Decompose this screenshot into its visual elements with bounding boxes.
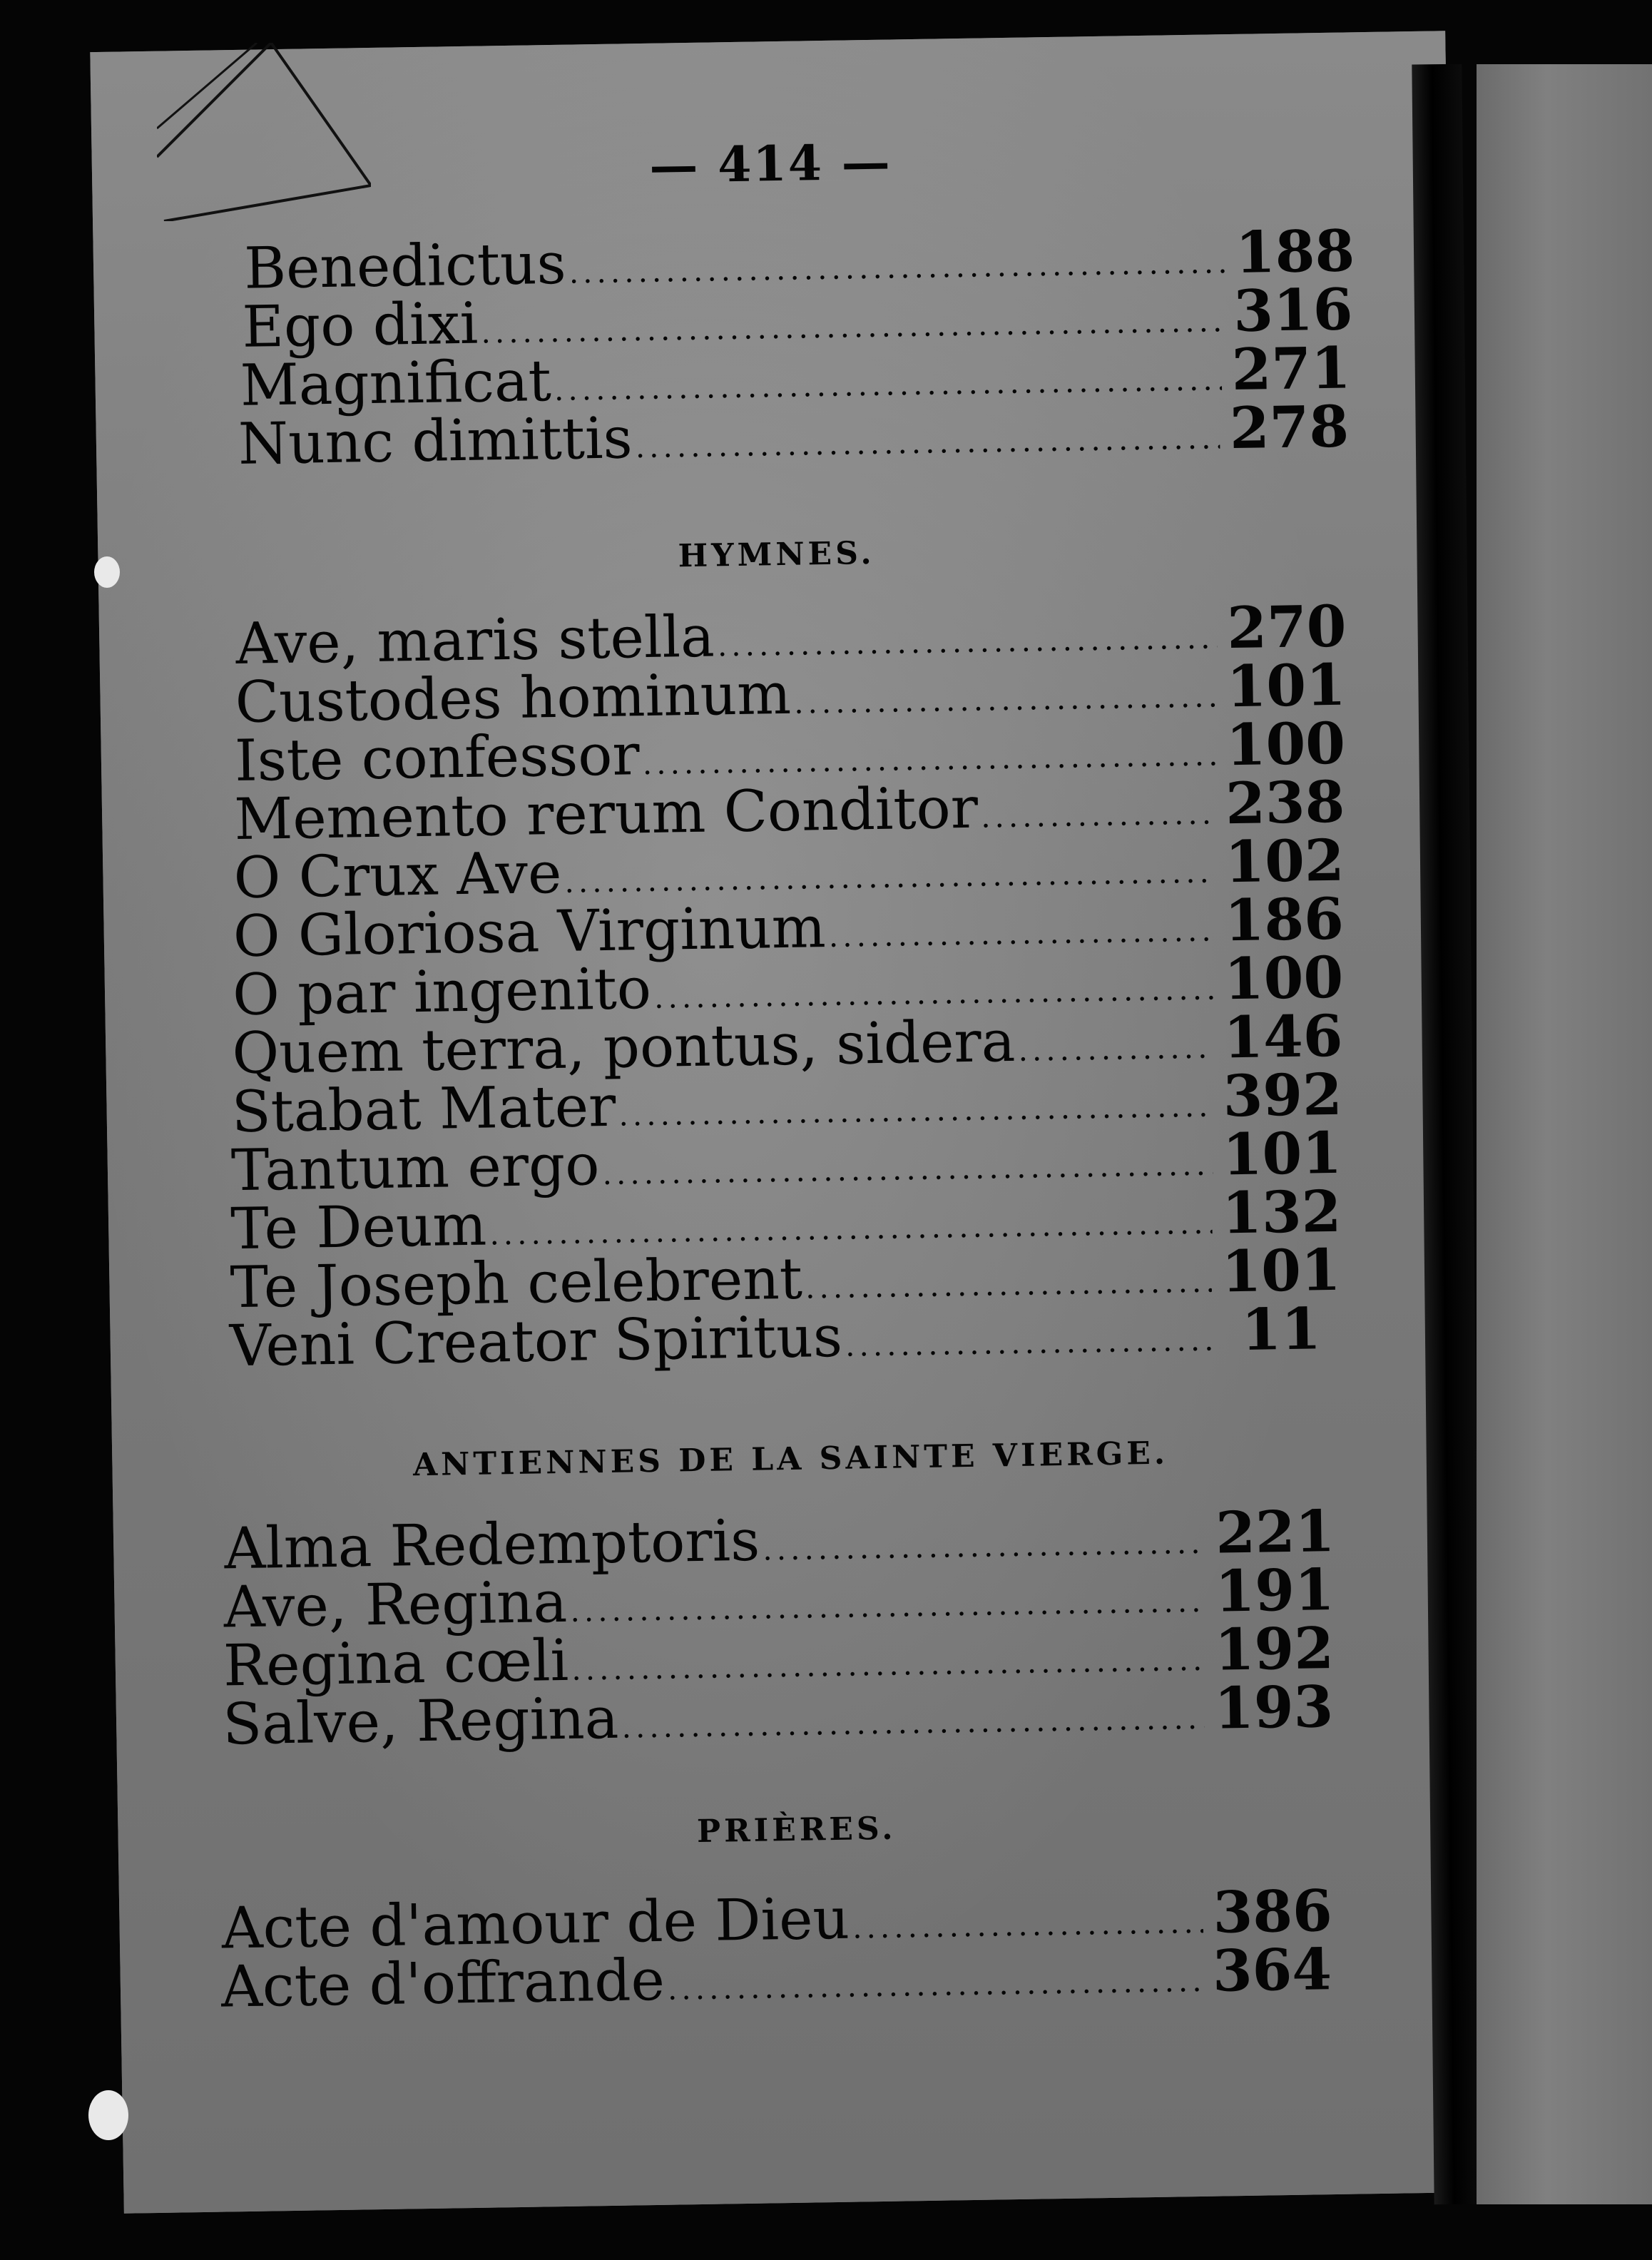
entry-title: Te Joseph celebrent: [229, 1245, 803, 1321]
page-number: — 414 —: [648, 133, 892, 195]
entry-title: Te Deum: [230, 1191, 487, 1263]
entry-title: Ego dixi: [241, 290, 479, 360]
dot-leader: [602, 1150, 1213, 1189]
dot-leader: [654, 974, 1215, 1013]
section-heading-hymnes: HYMNES.: [678, 534, 876, 575]
dot-leader: [481, 306, 1224, 347]
dot-leader: [489, 1208, 1213, 1250]
entry-page-number: 238: [1225, 768, 1345, 838]
entry-title: O par ingenito: [232, 955, 652, 1029]
entry-title: O Gloriosa Virginum: [233, 894, 827, 970]
entry-title: O Crux Ave: [233, 839, 562, 912]
dot-leader: [805, 1267, 1212, 1303]
entry-page-number: 270: [1226, 592, 1347, 662]
entry-page-number: 193: [1213, 1673, 1334, 1742]
entry-title: Veni Creator Spiritus: [229, 1303, 843, 1380]
entry-page-number: 278: [1229, 392, 1350, 462]
dot-leader: [828, 916, 1215, 952]
dot-leader: [763, 1528, 1206, 1565]
entry-page-number: 221: [1215, 1497, 1335, 1567]
entry-page-number: 271: [1230, 334, 1352, 404]
entry-title: Iste confessor: [234, 721, 641, 795]
entry-title: Acte d'amour de Dieu: [221, 1885, 850, 1962]
entry-title: Regina cœli: [223, 1627, 569, 1699]
entry-title: Alma Redemptoris: [223, 1507, 760, 1582]
entry-page-number: 186: [1224, 885, 1345, 955]
entry-page-number: 101: [1225, 651, 1347, 721]
dot-leader: [845, 1325, 1212, 1361]
dot-leader: [621, 1704, 1204, 1743]
dot-leader: [564, 857, 1215, 897]
entry-title: Custodes hominum: [235, 660, 792, 736]
entry-title: Ave, maris stella: [235, 603, 715, 678]
dot-leader: [570, 1587, 1205, 1627]
dot-leader: [568, 248, 1225, 287]
entry-title: Quem terra, pontus, sidera: [231, 1007, 1016, 1087]
dot-leader: [981, 798, 1216, 832]
dot-leader: [635, 423, 1220, 462]
entry-title: Memento rerum Conditor: [233, 774, 979, 853]
section-heading-prieres: PRIÈRES.: [696, 1810, 897, 1851]
entry-page-number: 386: [1212, 1877, 1333, 1946]
entry-title: Benedictus: [243, 230, 567, 302]
entry-page-number: 11: [1240, 1295, 1322, 1363]
index-entry: [222, 1673, 1334, 1758]
entry-page-number: 101: [1222, 1119, 1342, 1188]
entry-page-number: 132: [1221, 1177, 1342, 1247]
dot-leader: [794, 681, 1217, 718]
entry-page-number: 316: [1233, 275, 1354, 345]
entry-page-number: 101: [1220, 1236, 1342, 1305]
dot-leader: [1018, 1033, 1214, 1066]
index-entry: [229, 1295, 1322, 1380]
entry-page-number: 364: [1212, 1935, 1332, 2005]
entry-title: Stabat Mater: [231, 1072, 616, 1146]
entry-page-number: 100: [1223, 943, 1344, 1013]
entry-page-number: 100: [1225, 709, 1346, 779]
index-entry: [220, 1935, 1332, 2020]
entry-page-number: 192: [1214, 1614, 1335, 1684]
dot-leader: [554, 365, 1223, 405]
entry-page-number: 392: [1222, 1060, 1343, 1130]
entry-page-number: 191: [1214, 1555, 1335, 1625]
dot-leader: [852, 1908, 1203, 1943]
entry-title: Acte d'offrande: [220, 1946, 666, 2020]
entry-page-number: 102: [1224, 826, 1345, 896]
dot-leader: [618, 1091, 1213, 1131]
entry-title: Tantum ergo: [230, 1131, 601, 1204]
dot-leader: [642, 740, 1216, 779]
dot-leader: [571, 1645, 1205, 1685]
index-entry: [238, 392, 1350, 477]
entry-title: Nunc dimittis: [238, 404, 633, 477]
entry-page-number: 146: [1223, 1002, 1344, 1072]
dot-leader: [668, 1966, 1203, 2005]
entry-title: Magnificat: [240, 347, 552, 419]
entry-page-number: 188: [1235, 217, 1355, 286]
dot-leader: [718, 623, 1218, 661]
entry-title: Salve, Regina: [222, 1684, 620, 1758]
entry-title: Ave, Regina: [223, 1568, 568, 1641]
section-heading-antiennes: ANTIENNES DE LA SAINTE VIERGE.: [412, 1435, 1169, 1484]
